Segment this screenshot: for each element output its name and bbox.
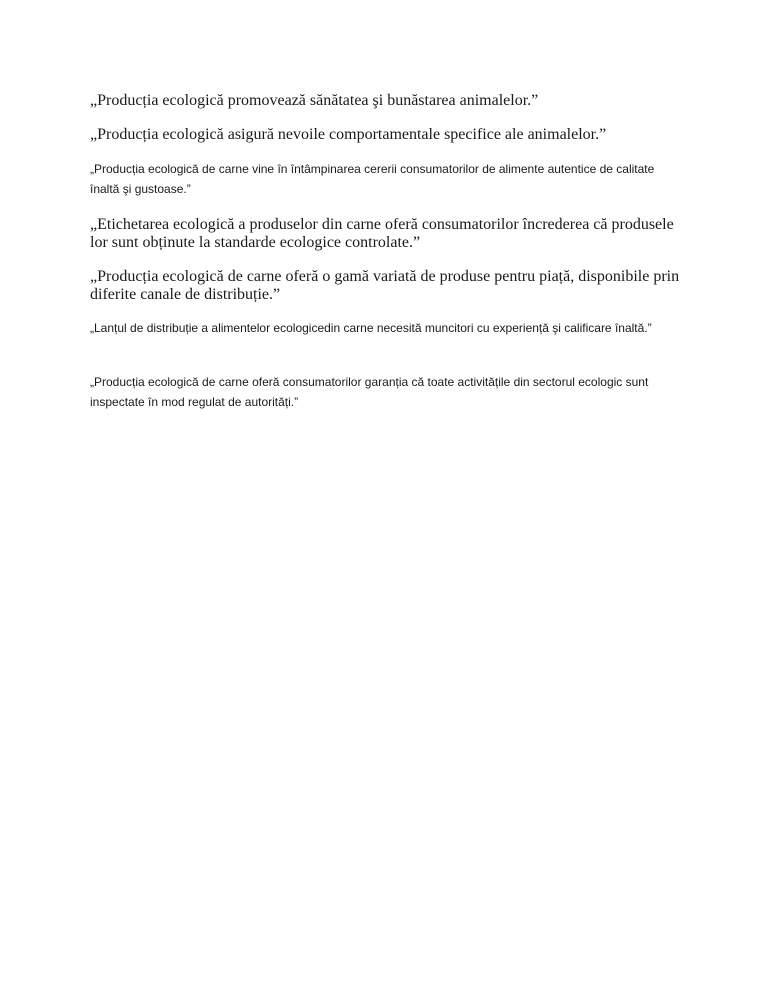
paragraph-animal-health: „Producția ecologică promovează sănătatea şi bunăstarea animalelor.”: [90, 92, 539, 109]
paragraph-product-range: „Producția ecologică de carne oferă o gamă variată de produse pentru piață, disponibile prin diferite canale de distribuție.”: [90, 268, 680, 303]
paragraph-consumer-demand: „Producția ecologică de carne vine în întâmpinarea cererii consumatorilor de alimente autentice de calitate înaltă şi gustoase.”: [90, 162, 655, 196]
paragraph-inspection-guarantee: „Producția ecologică de carne oferă consumatorilor garanția că toate activitățile din sectorul ecologic sunt inspectate în mod regulat de autorități.”: [90, 375, 649, 409]
paragraph-distribution-chain: „Lanțul de distribuție a alimentelor ecologicedin carne necesită muncitori cu experiență şi calificare înaltă.”: [90, 321, 652, 335]
paragraph-eco-labelling: „Etichetarea ecologică a produselor din carne oferă consumatorilor încrederea că produsele lor sunt obținute la standarde ecologice controlate.”: [90, 216, 674, 251]
paragraph-behavioural-needs: „Producția ecologică asigură nevoile comportamentale specifice ale animalelor.”: [90, 126, 607, 143]
